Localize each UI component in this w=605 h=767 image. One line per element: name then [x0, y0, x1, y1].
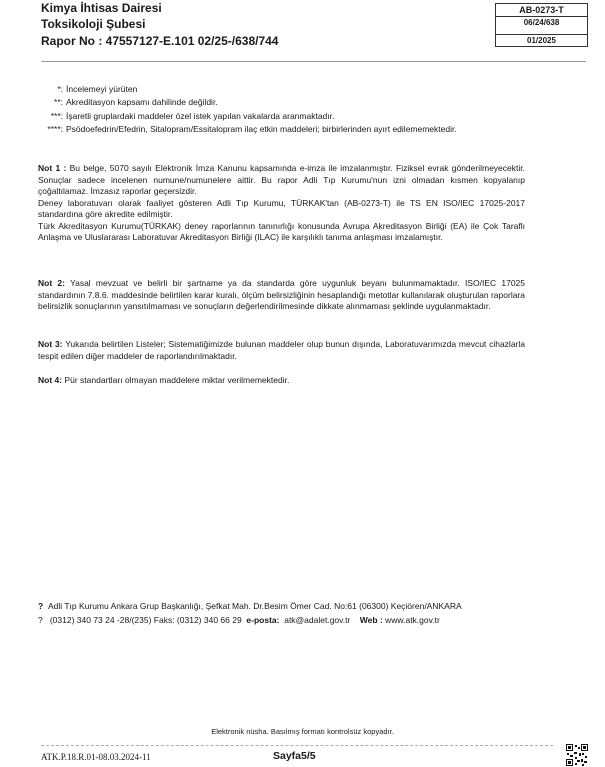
note-1-label: Not 1 :: [38, 163, 67, 173]
legend-text: Psödoefedrin/Efedrin, Sitalopram/Essitalopram ilaç etkin maddeleri; birbirlerinden ayırt edilememektedir.: [66, 124, 457, 134]
legend-text: Akreditasyon kapsamı dahilinde değildir.: [66, 97, 218, 107]
page-number: Sayfa5/5: [273, 750, 316, 762]
accreditation-code-box: [495, 3, 588, 47]
legend-mark: ***:: [50, 111, 63, 121]
note-2-label: Not 2:: [38, 278, 65, 288]
legend-text: İncelemeyi yürüten: [66, 84, 138, 94]
note-4: [38, 375, 525, 387]
accreditation-code: AB-0273-T: [496, 4, 587, 17]
note-1-accreditation: Deney laboratuvarı olarak faaliyet gösteren Adli Tıp Kurumu, TÜRKAK'tan (AB-0273-T) ile TS EN ISO/IEC 17025-2017 standardına göre akredite edilmiştir.: [38, 197, 525, 219]
email-link[interactable]: atk@adalet.gov.tr: [284, 614, 351, 625]
footer-address: Adli Tıp Kurumu Ankara Grup Başkanlığı, Şefkat Mah. Dr.Besim Ömer Cad. No:61 (06300) Keçiören/ANKARA: [47, 601, 462, 611]
legend-item: [38, 96, 218, 108]
phone-icon: ?: [38, 614, 43, 625]
note-3: [38, 339, 525, 362]
note-2-text: Yasal mevzuat ve belirli bir şartname ya da standarda göre uygunluk beyanı bulunmamaktadır. ISO/IEC 17025 standardının 7.8.6. maddesinde belirtilen karar kuralı, ölçüm belirsizliğinin hesaplandığı metotlar kullanılarak oluşturulan raporlara belirsizlik sonuçlarının yansıtılmaması ve sonuçların değerlendirilmesinde dikkate alınmaması şeklinde uygulanmaktadır.: [38, 278, 525, 311]
note-1-text: Bu belge, 5070 sayılı Elektronik İmza Kanunu kapsamında e-imza ile imzalanmıştır. Fiziksel evrak gönderilmeyecektir. Sonuçlar sadece incelenen numune/numunelere aittir. Bu rapor Adli Tıp Kurumu'nun izni olmadan kısmen kopyalanıp çoğaltılamaz. İmzasız raporlar geçersizdir.: [38, 163, 525, 196]
note-2: [38, 278, 525, 313]
header-divider: [41, 61, 586, 62]
legend-item: [38, 123, 457, 135]
form-code: ATK.P.18.R.01-08.03.2024-11: [41, 752, 151, 762]
footer-address-line: [38, 600, 462, 614]
address-icon: ?: [38, 601, 44, 611]
note-3-label: Not 3:: [38, 339, 63, 349]
branch-title: Toksikoloji Şubesi: [41, 17, 146, 31]
email-label: e-posta:: [246, 614, 280, 625]
footer-phone: (0312) 340 73 24 -28/(235) Faks: (0312) 340 66 29: [49, 614, 242, 625]
note-1-recognition: Türk Akreditasyon Kurumu(TÜRKAK) deney raporlarının tanınırlığı konusunda Avrupa Akreditasyon Birliği (EA) ile Çok Taraflı Anlaşma ve Uluslararası Laboratuvar Akreditasyon Birliği (ILAC) ile karşılıklı tanıma anlaşması imzalamıştır.: [38, 220, 525, 242]
note-1: [38, 163, 525, 244]
department-title: Kimya İhtisas Dairesi: [41, 1, 162, 15]
reference-code: 06/24/638: [523, 18, 560, 27]
note-4-text: Pür standartları olmayan maddelere miktar verilmemektedir.: [64, 375, 290, 385]
legend-mark: ****:: [47, 124, 63, 134]
legend-mark: *:: [57, 84, 63, 94]
footer-divider: [41, 745, 553, 746]
note-4-label: Not 4:: [38, 375, 63, 385]
web-label: Web :: [359, 614, 383, 625]
qr-code-icon: [566, 744, 588, 766]
report-date: 01/2025: [496, 34, 587, 47]
footer-contact: [38, 600, 462, 627]
report-number: Rapor No : 47557127-E.101 02/25-/638/744: [41, 34, 279, 48]
web-link[interactable]: www.atk.gov.tr: [385, 614, 440, 625]
electronic-copy-note: Elektronik nüsha. Basılmış formatı kontrolsüz kopyadır.: [211, 727, 394, 736]
legend-item: [38, 83, 137, 95]
note-3-text: Yukarıda belirtilen Listeler; Sistematiğimizde bulunan maddeler olup bunun dışında, Laboratuvarımızda mevcut cihazlarla tespit edilen diğer maddeler de raporlandırılmaktadır.: [38, 339, 525, 361]
legend-mark: **:: [54, 97, 63, 107]
legend-item: [38, 110, 334, 122]
footer-phone-line: [38, 614, 462, 628]
legend-text: İşaretli gruplardaki maddeler özel istek yapılan vakalarda aranmaktadır.: [66, 111, 335, 121]
